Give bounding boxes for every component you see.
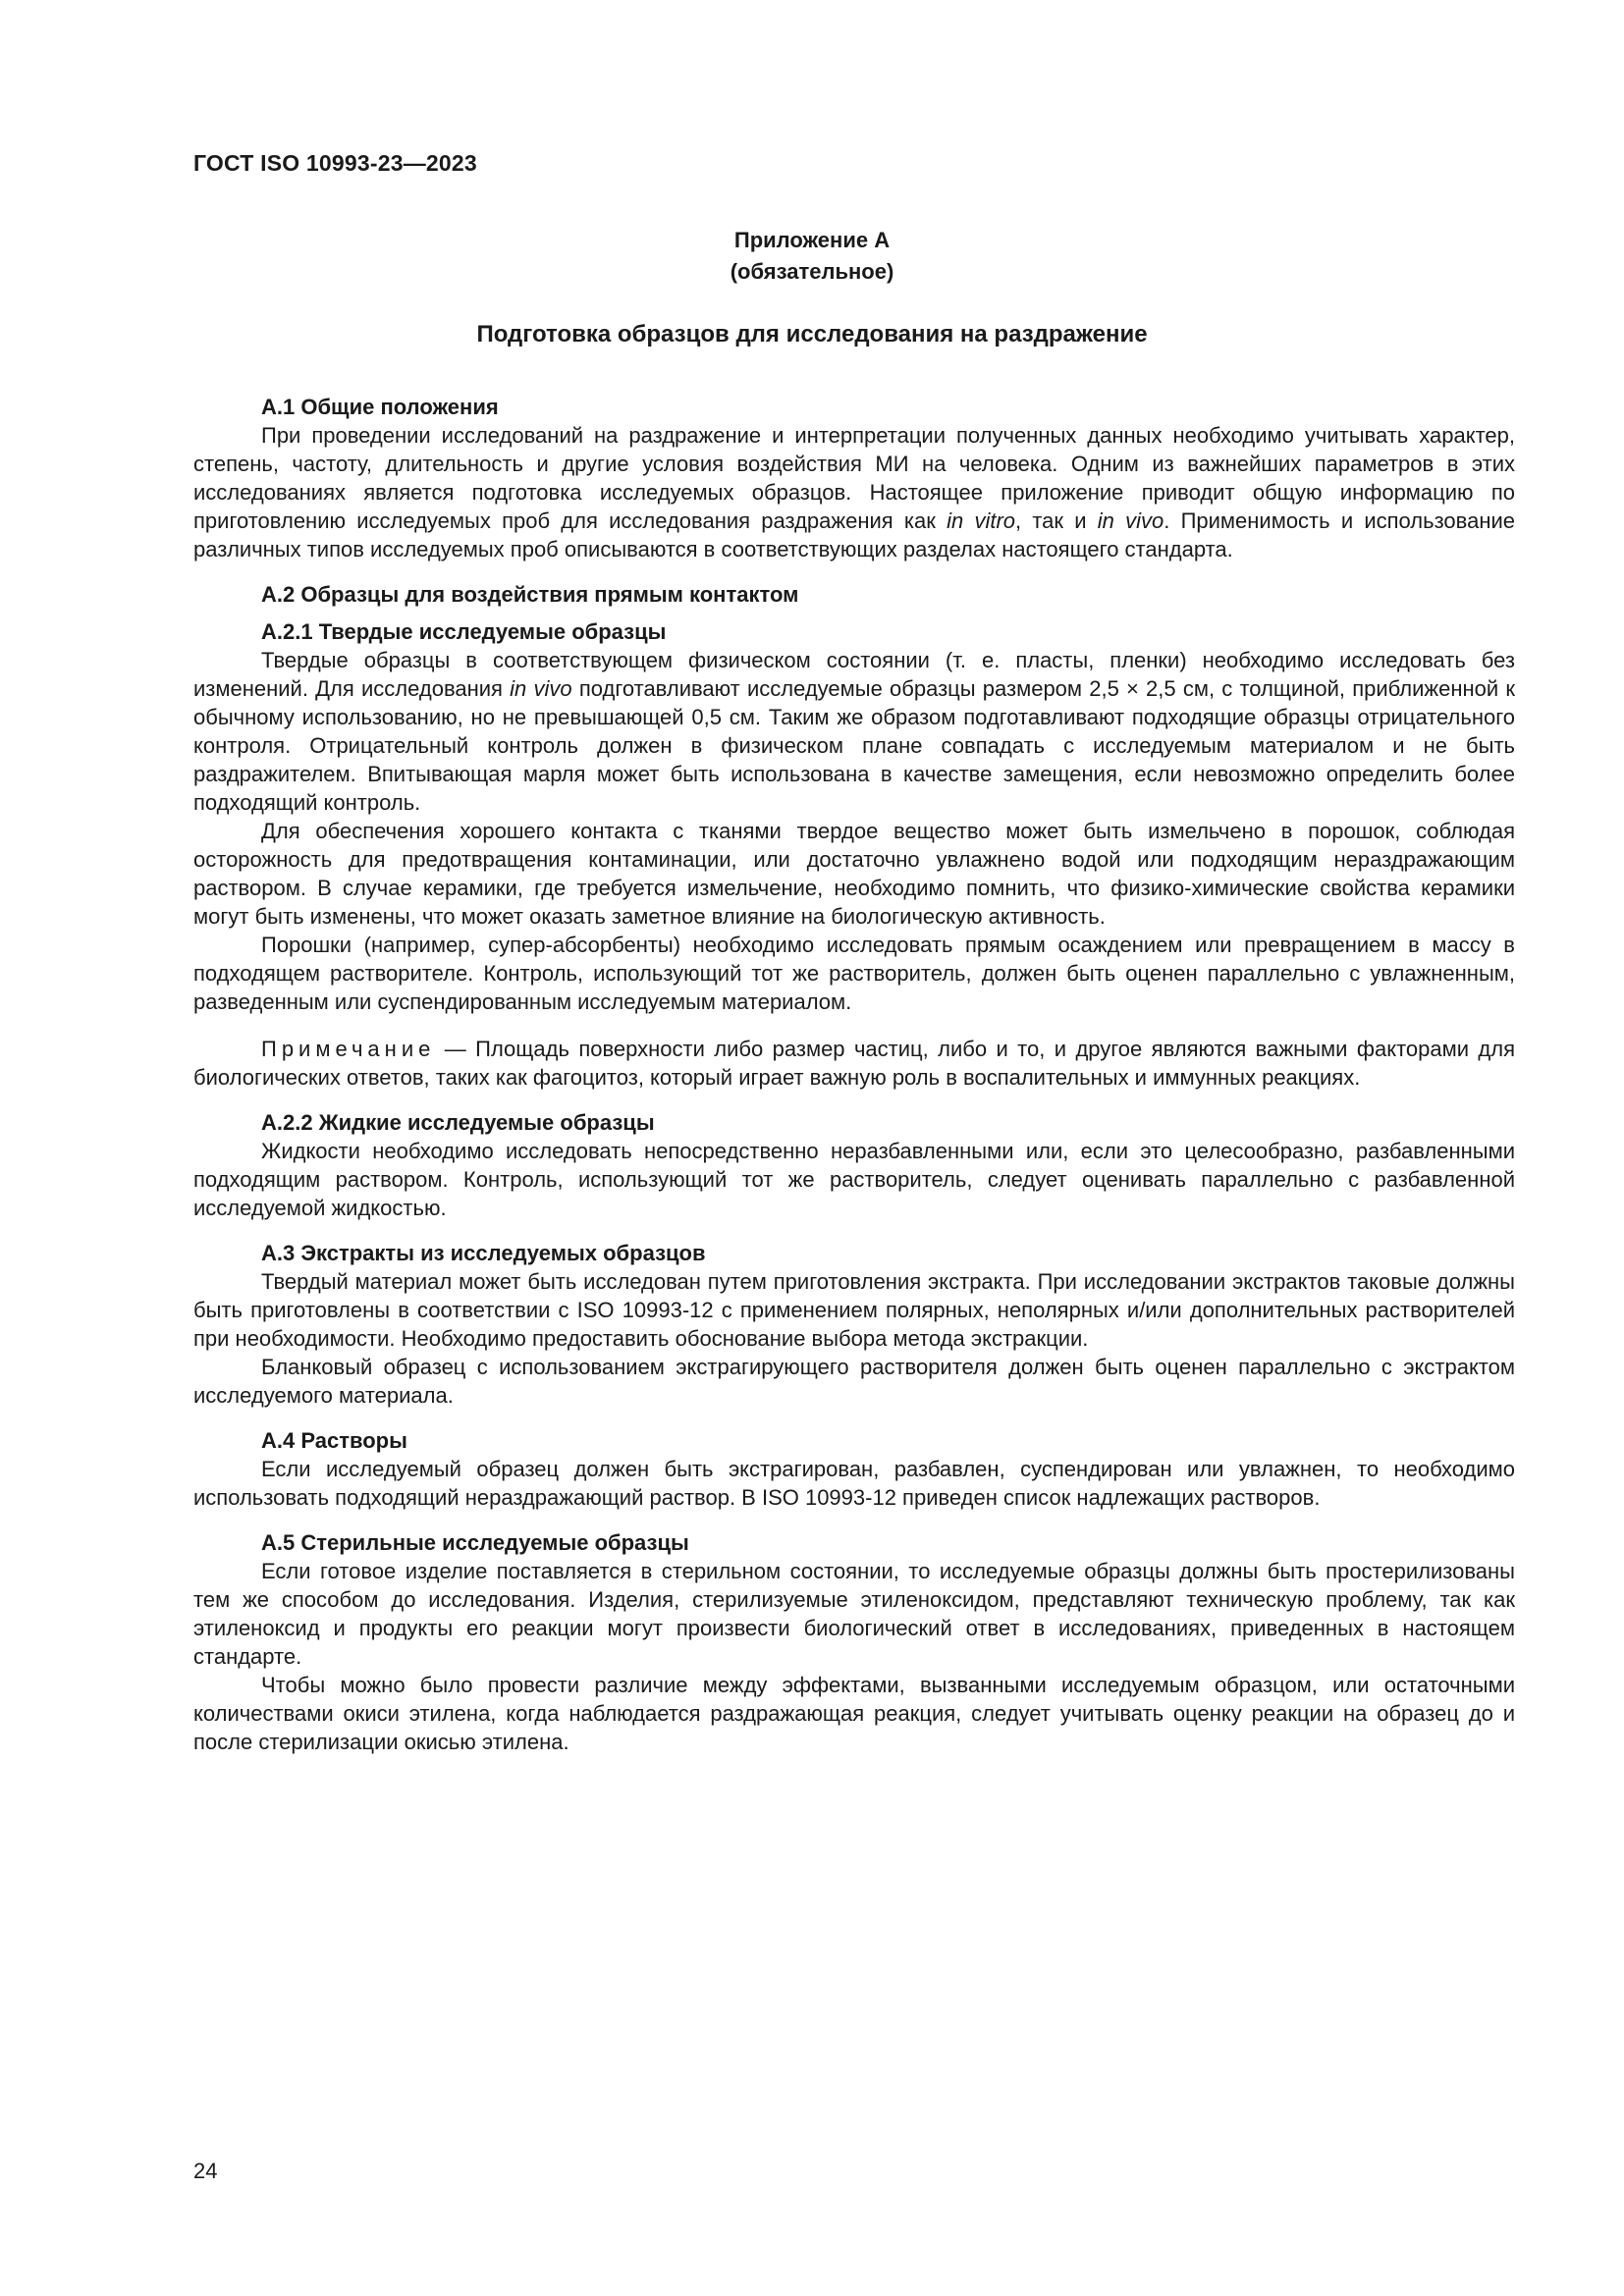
paragraph-a21-3: Порошки (например, супер-абсорбенты) необходимо исследовать прямым осаждением или превращением в массу в подходящем растворителе. Контроль, использующий тот же растворитель, должен быть оценен параллельно с увлажненным, разведенным или суспендированным исследуемым материалом. [193, 933, 1515, 1014]
document-body [193, 393, 1515, 1756]
paragraph-a5-2: Чтобы можно было провести различие между эффектами, вызванными исследуемым образцом, или остаточными количествами окиси этилена, когда наблюдается раздражающая реакция, следует учитывать оценку реакции на образец до и после стерилизации окисью этилена. [193, 1673, 1515, 1754]
annex-status: (обязательное) [730, 259, 894, 284]
section-heading-a2: А.2 Образцы для воздействия прямым контактом [261, 582, 799, 607]
note-text: — Площадь поверхности либо размер частиц, либо и то, и другое являются важными факторами для биологических ответов, таких как фагоцитоз, который играет важную роль в воспалительных и иммунных реакциях. [193, 1037, 1515, 1090]
note-label: Примечание [261, 1037, 436, 1061]
note-paragraph [193, 1035, 1515, 1092]
section-heading-a5: А.5 Стерильные исследуемые образцы [261, 1530, 689, 1555]
annex-title: Приложение А [733, 228, 891, 252]
paragraph-a3-1: Твердый материал может быть исследован путем приготовления экстракта. При исследовании экстрактов таковые должны быть приготовлены в соответствии с ISO 10993-12 с применением полярных, неполярных и/или дополнительных растворителей при необходимости. Необходимо предоставить обоснование выбора метода экстракции. [193, 1269, 1515, 1351]
section-heading-a1: А.1 Общие положения [261, 395, 499, 419]
annex-heading: Подготовка образцов для исследования на раздражение [476, 321, 1148, 347]
section-heading-a22: А.2.2 Жидкие исследуемые образцы [261, 1110, 655, 1135]
document-header: ГОСТ ISO 10993-23—2023 [193, 150, 477, 176]
text-run: Твердые образцы в соответствующем физическом состоянии (т. е. пласты, пленки) необходимо исследовать без изменений. Для исследования [193, 648, 1515, 701]
paragraph-a5-1: Если готовое изделие поставляется в стерильном состоянии, то исследуемые образцы должны быть простерилизованы тем же способом до исследования. Изделия, стерилизуемые этиленоксидом, представляют техническую проблему, так как этиленоксид и продукты его реакции могут произвести биологический ответ в исследованиях, приведенных в настоящем стандарте. [193, 1559, 1515, 1669]
section-heading-a21: А.2.1 Твердые исследуемые образцы [261, 619, 667, 644]
section-heading-a3: А.3 Экстракты из исследуемых образцов [261, 1241, 706, 1265]
paragraph-a4-1: Если исследуемый образец должен быть экстрагирован, разбавлен, суспендирован или увлажнен, то необходимо использовать подходящий нераздражающий раствор. В ISO 10993-12 приведен список надлежащих растворов. [193, 1457, 1515, 1510]
paragraph-a3-2: Бланковый образец с использованием экстрагирующего растворителя должен быть оценен параллельно с экстрактом исследуемого материала. [193, 1355, 1515, 1408]
italic-term: in vivo [510, 676, 572, 701]
text-run: подготавливают исследуемые образцы размером 2,5 × 2,5 см, с толщиной, приближенной к обычному использованию, но не превышающей 0,5 см. Таким же образом подготавливают подходящие образцы отрицательного контроля. Отрицательный контроль должен в физическом плане совпадать с исследуемым материалом и не быть раздражителем. Впитывающая марля может быть использована в качестве замещения, если невозможно определить более подходящий контроль. [193, 676, 1515, 815]
text-run: . Применимость и использование различных типов исследуемых проб описываются в соответствующих разделах настоящего стандарта. [193, 508, 1516, 561]
text-run: При проведении исследований на раздражение и интерпретации полученных данных необходимо учитывать характер, степень, частоту, длительность и другие условия воздействия МИ на человека. Одним из важнейших параметров в этих исследованиях является подготовка исследуемых образцов. Настоящее приложение приводит общую информацию по приготовлению исследуемых проб для исследования раздражения как [193, 423, 1515, 533]
section-heading-a4: А.4 Растворы [261, 1428, 407, 1453]
paragraph-a21-2: Для обеспечения хорошего контакта с тканями твердое вещество может быть измельчено в порошок, соблюдая осторожность для предотвращения контаминации, или достаточно увлажнено водой или подходящим нераздражающим раствором. В случае керамики, где требуется измельчение, необходимо помнить, что физико-химические свойства керамики могут быть изменены, что может оказать заметное влияние на биологическую активность. [193, 819, 1515, 929]
paragraph-a22-1: Жидкости необходимо исследовать непосредственно неразбавленными или, если это целесообразно, разбавленными подходящим раствором. Контроль, использующий тот же растворитель, следует оценивать параллельно с разбавленной исследуемой жидкостью. [193, 1139, 1515, 1220]
text-run: , так и [1015, 508, 1098, 533]
italic-term: in vitro [947, 508, 1016, 533]
page-number: 24 [193, 2159, 218, 2183]
italic-term: in vivo [1097, 508, 1164, 533]
paragraph-a1-1 [193, 421, 1515, 563]
paragraph-a21-1 [193, 646, 1515, 817]
